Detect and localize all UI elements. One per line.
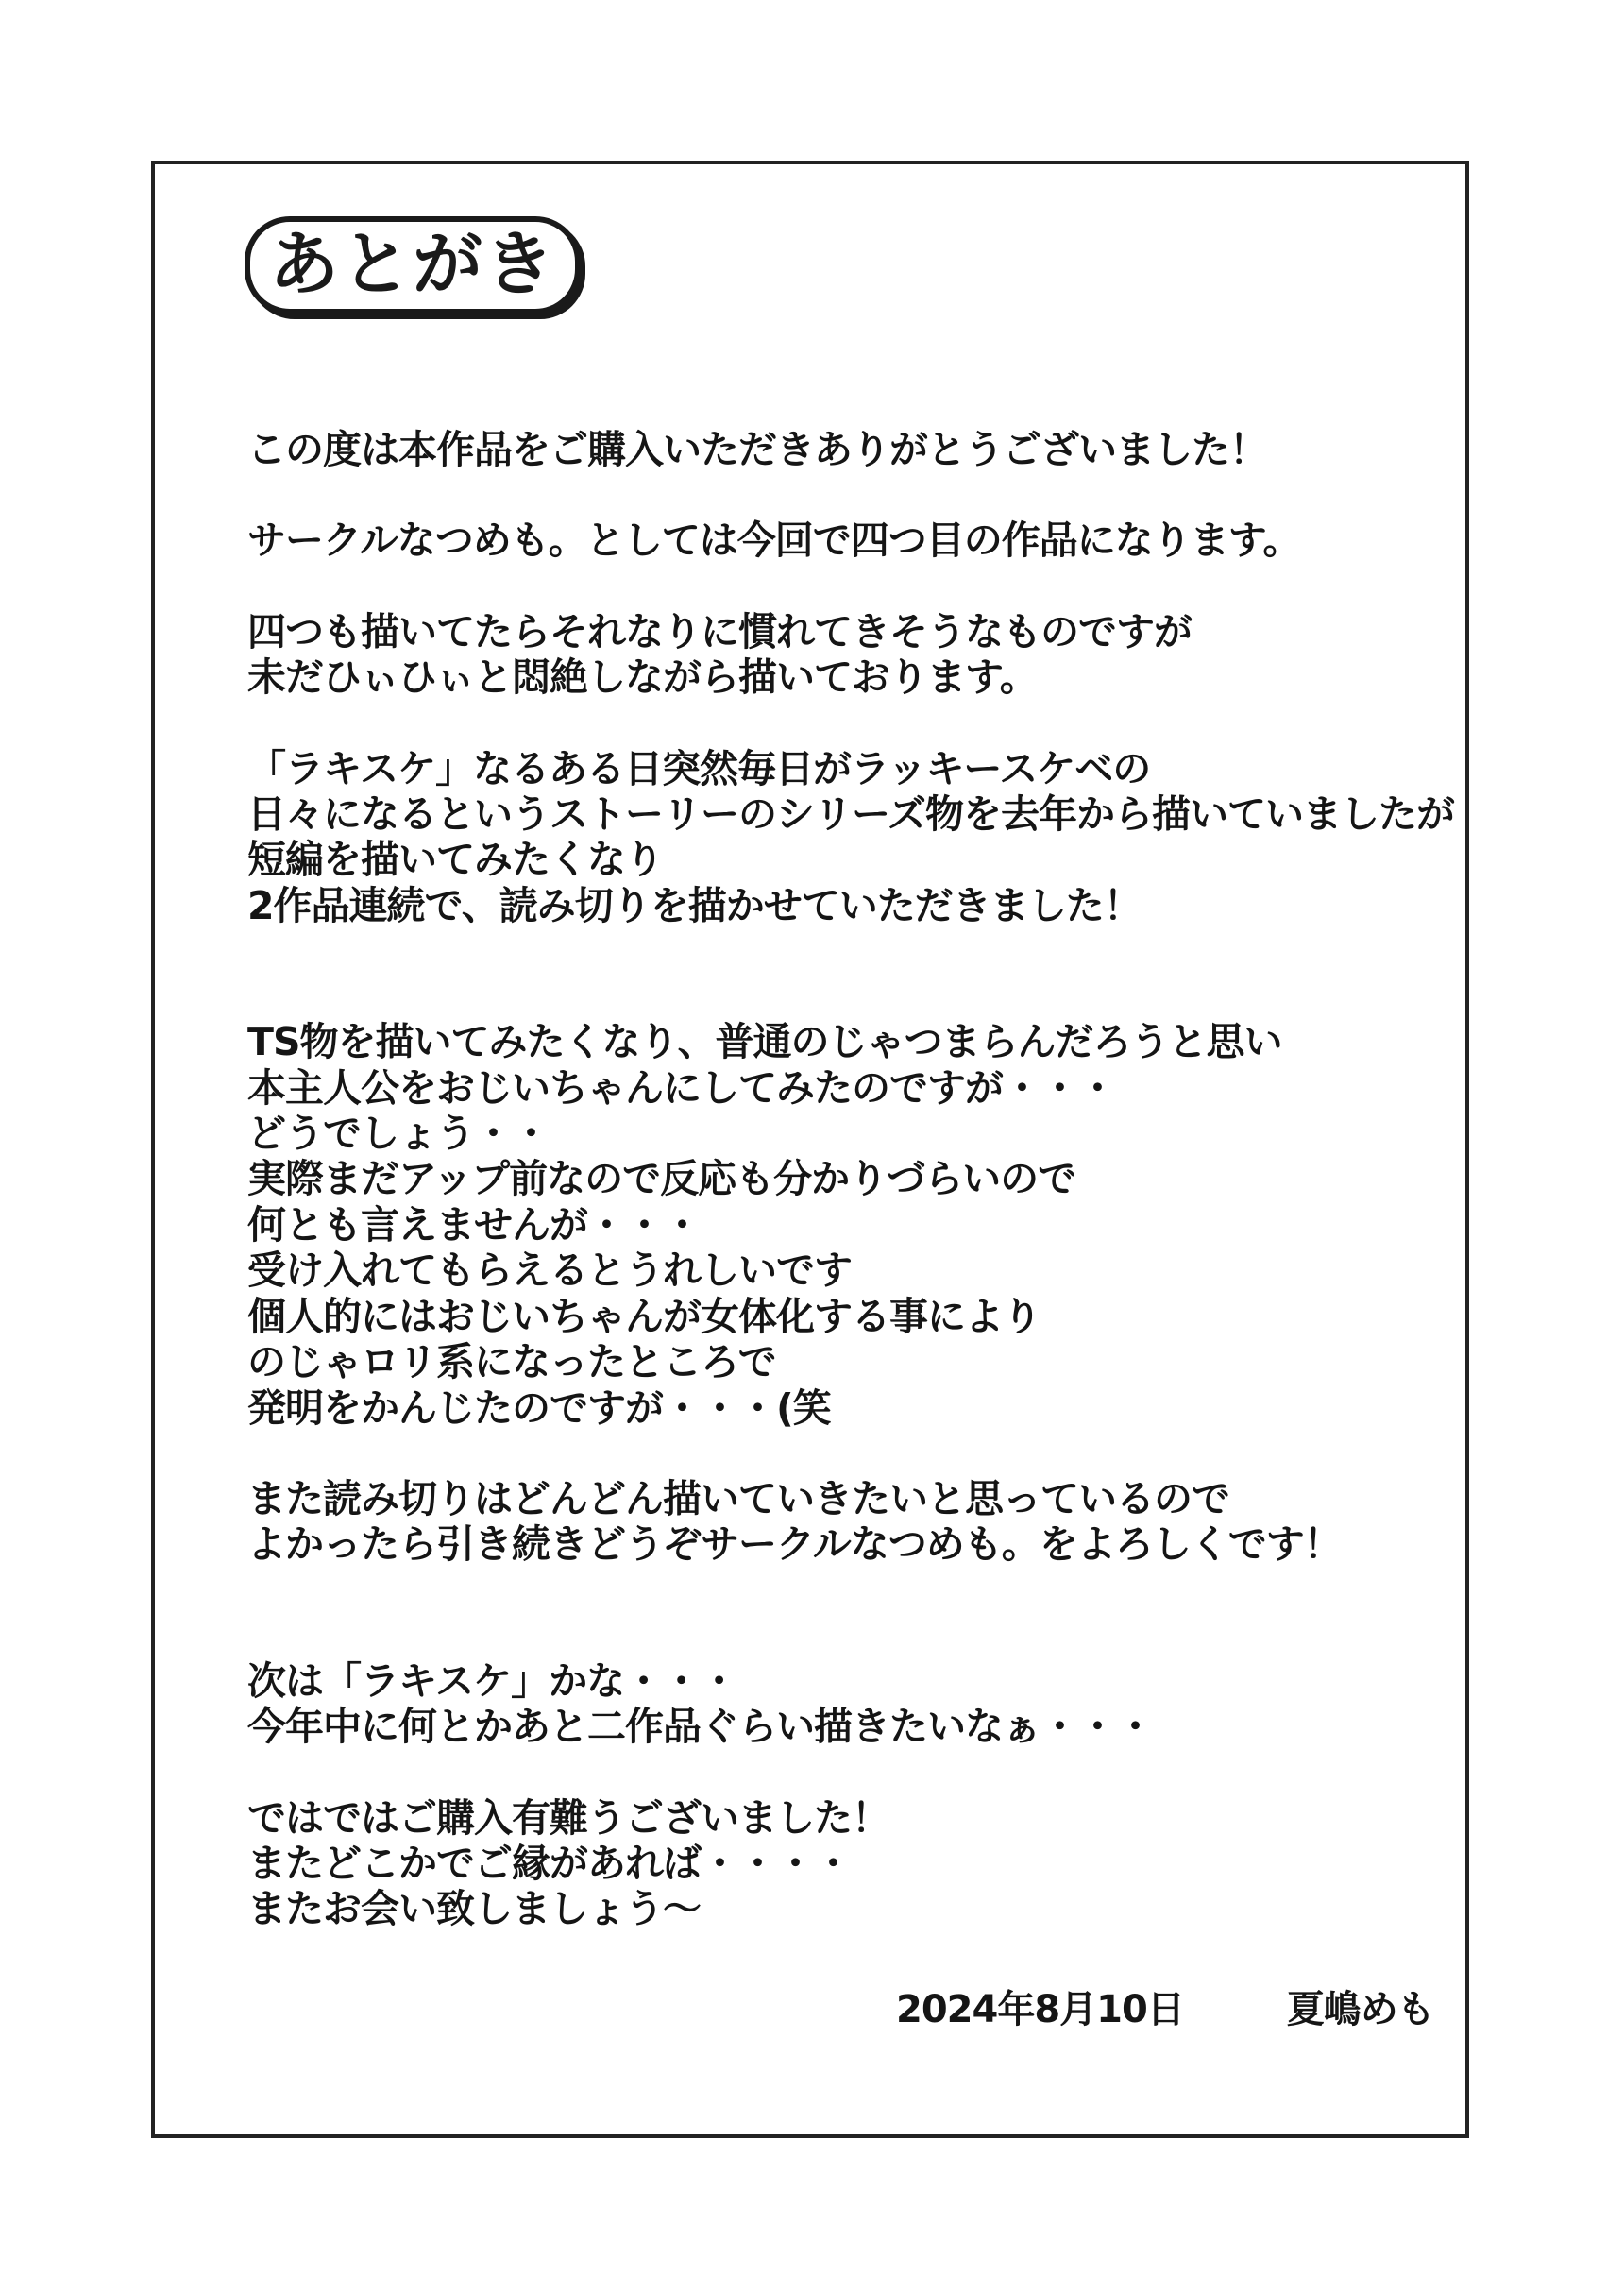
paragraph-circle-intro	[247, 518, 1465, 563]
text-line: TS物を描いてみたくなり、普通のじゃつまらんだろうと思い	[247, 1019, 1282, 1065]
paragraph-next-work	[247, 1658, 1465, 1750]
paragraph-thanks	[247, 427, 1465, 472]
afterword-frame	[151, 161, 1469, 2138]
text-line: 受け入れてもらえるとうれしいです	[247, 1248, 852, 1294]
text-line: またどこかでご縁があれば・・・・	[247, 1840, 852, 1886]
paragraph-ts-work	[247, 1019, 1465, 1431]
text-line: 未だひぃひぃと悶絶しながら描いております。	[247, 654, 1038, 701]
text-line: よかったら引き続きどうぞサークルなつめも。をよろしくです！	[247, 1521, 1342, 1568]
text-line: 2作品連続で、読み切りを描かせていただきました！	[247, 882, 1142, 928]
title-badge	[245, 216, 581, 314]
text-line: 今年中に何とかあと二作品ぐらい描きたいなぁ・・・	[247, 1704, 1154, 1750]
paragraph-oneshots	[247, 1476, 1465, 1568]
paragraph-fourth-work	[247, 609, 1465, 701]
text-line: サークルなつめも。としては今回で四つ目の作品になります。	[247, 518, 1301, 564]
text-line: 短編を描いてみたくなり	[247, 837, 663, 883]
author-name: 夏嶋めも	[1286, 1988, 1434, 2031]
text-line: 発明をかんじたのですが・・・(笑	[247, 1384, 831, 1431]
text-line: のじゃロリ系になったところで	[247, 1339, 776, 1385]
text-line: 日々になるというストーリーのシリーズ物を去年から描いていましたが	[247, 791, 1454, 838]
text-line: 何とも言えませんが・・・	[247, 1201, 701, 1248]
text-line: 四つも描いてたらそれなりに慣れてきそうなものですが	[247, 608, 1192, 654]
text-line: 個人的にはおじいちゃんが女体化する事により	[247, 1293, 1040, 1339]
afterword-body	[247, 427, 1465, 1932]
text-line: またお会い致しましょう～	[247, 1886, 701, 1932]
text-line: ではではご購入有難うございました！	[247, 1794, 889, 1841]
paragraph-rakisuke-series	[247, 746, 1465, 929]
signature	[896, 1988, 1434, 2031]
text-line: どうでしょう・・	[247, 1111, 550, 1157]
text-line: この度は本作品をご購入いただきありがとうございました！	[247, 427, 1267, 472]
afterword-title: あとがき	[245, 216, 581, 314]
date: 2024年8月10日	[896, 1988, 1184, 2031]
text-line: また読み切りはどんどん描いていきたいと思っているので	[247, 1475, 1229, 1521]
text-line: 次は「ラキスケ」かな・・・	[247, 1657, 738, 1704]
text-line: 実際まだアップ前なので反応も分かりづらいので	[247, 1156, 1076, 1202]
paragraph-closing	[247, 1795, 1465, 1932]
text-line: 本主人公をおじいちゃんにしてみたのですが・・・	[247, 1064, 1116, 1111]
text-line: 「ラキスケ」なるある日突然毎日がラッキースケベの	[247, 745, 1151, 791]
